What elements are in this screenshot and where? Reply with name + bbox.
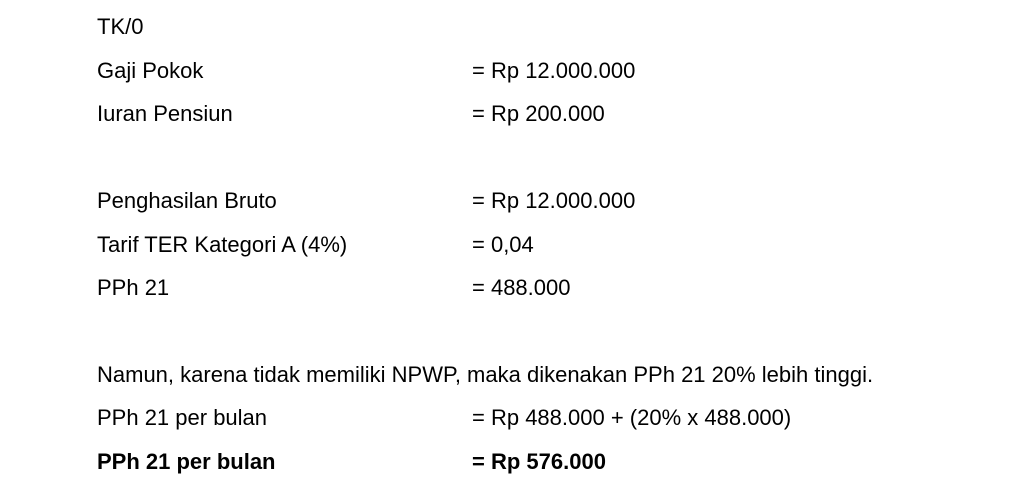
- row-value: = Rp 200.000: [472, 101, 605, 126]
- row-value: = Rp 488.000 + (20% x 488.000): [472, 405, 792, 430]
- status-code-text: TK/0: [97, 14, 144, 39]
- row-label: PPh 21 per bulan: [97, 405, 268, 430]
- row-label: Iuran Pensiun: [97, 101, 233, 126]
- result-value: = Rp 576.000: [472, 449, 606, 474]
- row-label: Gaji Pokok: [97, 58, 204, 83]
- row-value: = 488.000: [472, 275, 571, 300]
- row-value: = Rp 12.000.000: [472, 188, 636, 213]
- row-value: = 0,04: [472, 232, 534, 257]
- npwp-note: Namun, karena tidak memiliki NPWP, maka dikenakan PPh 21 20% lebih tinggi.: [97, 362, 874, 387]
- row-value: = Rp 12.000.000: [472, 58, 636, 83]
- result-label: PPh 21 per bulan: [97, 449, 276, 474]
- row-label: Penghasilan Bruto: [97, 188, 277, 213]
- row-label: PPh 21: [97, 275, 170, 300]
- row-label: Tarif TER Kategori A (4%): [97, 232, 348, 257]
